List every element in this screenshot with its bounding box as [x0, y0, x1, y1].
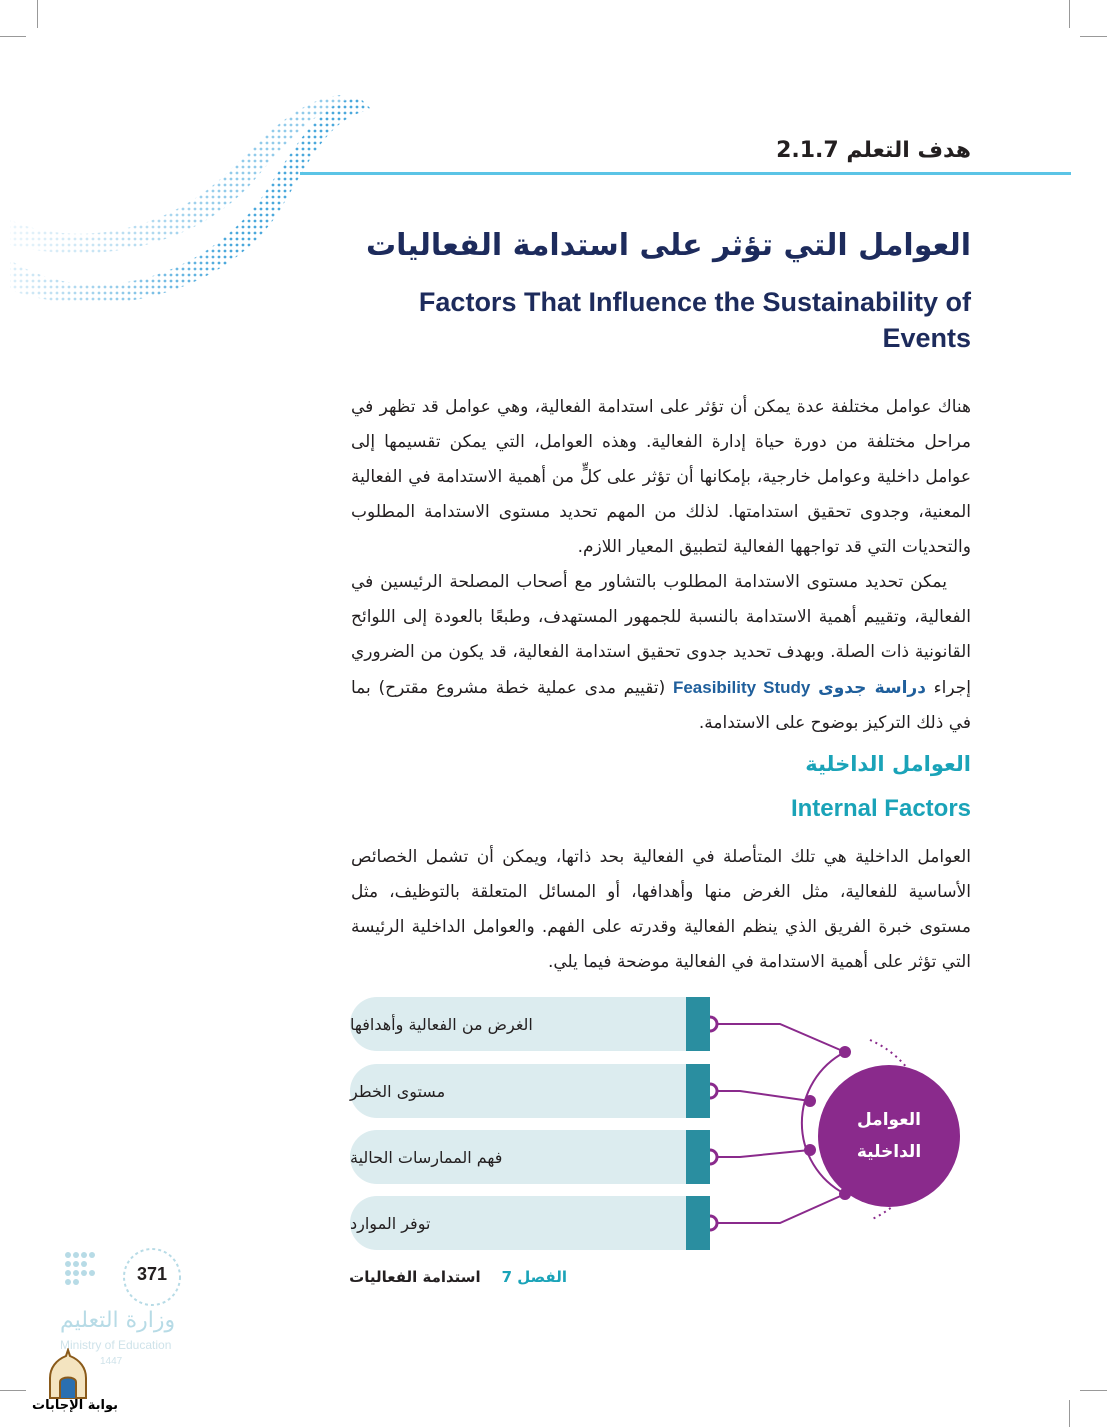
intro-paragraph-2-end: (تقييم مدى عملية خطة مشروع مقترح) بما في ذلك التركيز بوضوح على الاستدامة.: [351, 678, 971, 733]
factor-item: [350, 1064, 710, 1118]
intro-paragraph-2-start: يمكن تحديد مستوى الاستدامة المطلوب بالتشاور مع أصحاب المصلحة الرئيسين في الفعالية، وتقييم أهمية الاستدامة بالنسبة للجمهور المستهدف، وطبعًا بالعودة إلى اللوائح القانونية ذات الصلة. وبهدف تحديد جدوى تحقيق استدامة الفعالية، قد يكون من الضروري إجراء: [351, 572, 972, 698]
factor-item: [350, 1196, 710, 1250]
diagram-center-line1: العوامل: [857, 1110, 921, 1130]
mosque-logo-icon: [46, 1348, 90, 1400]
section-heading-english: Internal Factors: [790, 795, 971, 822]
factor-label: فهم الممارسات الحالية: [350, 1147, 503, 1167]
factor-bar: [686, 1130, 710, 1184]
diagram-center: [818, 1065, 960, 1207]
factor-bar: [686, 997, 710, 1051]
factor-bar: [686, 1064, 710, 1118]
ministry-name-english: Ministry of Education: [60, 1338, 172, 1352]
internal-paragraph: العوامل الداخلية هي تلك المتأصلة في الفعالية بحد ذاتها، ويمكن أن تشمل الخصائص الأساسية للفعالية، مثل الغرض منها وأهدافها، أو المسائل المتعلقة بالتوظيف، مثل مستوى خبرة الفريق الذي ينظم الفعالية وقدرته على الفهم. والعوامل الداخلية الرئيسة التي تؤثر على أهمية الاستدامة في الفعالية موضحة فيما يلي.: [351, 847, 971, 972]
footer-chapter: [349, 1268, 567, 1286]
term-english: Feasibility Study: [672, 678, 811, 697]
page-title-arabic: العوامل التي تؤثر على استدامة الفعاليات: [365, 228, 971, 263]
factor-label: مستوى الخطر: [350, 1081, 446, 1101]
term-arabic: دراسة جدوى: [818, 678, 926, 698]
factor-label: الغرض من الفعالية وأهدافها: [350, 1014, 533, 1034]
page-number: 371: [136, 1264, 168, 1284]
section-heading-arabic: العوامل الداخلية: [805, 752, 971, 776]
intro-paragraph-1: هناك عوامل مختلفة عدة يمكن أن تؤثر على استدامة الفعالية، وهي عوامل قد تظهر في مراحل مختلفة من دورة حياة إدارة الفعالية. وهذه العوامل، التي يمكن تقسيمها إلى عوامل داخلية وعوامل خارجية، بإمكانها أن تؤثر على كلٍّ من أهمية الاستدامة في الفعالية المعنية، وجدوى تحقيق استدامتها. لذلك من المهم تحديد مستوى الاستدامة المطلوب والتحديات التي قد تواجهها الفعالية لتطبيق المعيار اللازم.: [351, 397, 971, 557]
page-title-english: Factors That Influence the Sustainability of Events: [418, 287, 971, 353]
ministry-year: 1447: [100, 1356, 123, 1367]
site-label: بوابة الإجابات: [32, 1398, 118, 1413]
learning-objective-label: هدف التعلم 2.1.7: [776, 138, 971, 163]
factor-bar: [686, 1196, 710, 1250]
factor-item: [350, 997, 710, 1051]
chapter-title: استدامة الفعاليات: [349, 1268, 481, 1286]
factor-item: [350, 1130, 710, 1184]
diagram-center-line2: الداخلية: [856, 1142, 922, 1162]
chapter-label: الفصل 7: [501, 1268, 567, 1286]
ministry-name-arabic: وزارة التعليم: [60, 1308, 176, 1333]
factor-label: توفر الموارد: [350, 1213, 431, 1233]
